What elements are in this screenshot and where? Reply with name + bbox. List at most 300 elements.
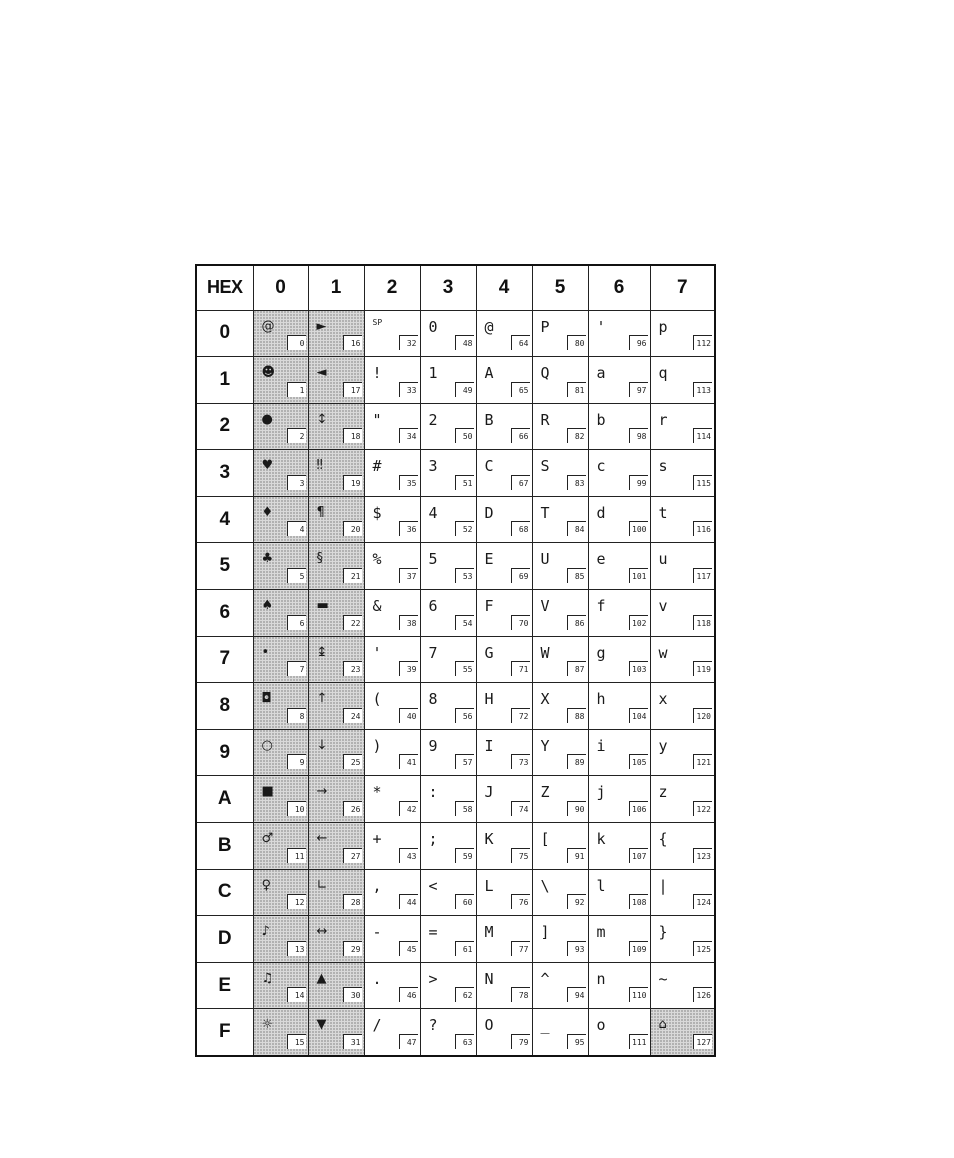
char-cell (650, 683, 715, 730)
decimal-code-box: 99 (629, 475, 648, 490)
char-cell (420, 590, 476, 637)
char-glyph: R (540, 410, 550, 429)
row-header: 3 (196, 450, 253, 497)
char-cell (588, 496, 650, 543)
char-cell (588, 1009, 650, 1056)
char-glyph: $ (372, 503, 382, 522)
decimal-code-box: 97 (629, 382, 648, 397)
char-glyph: 7 (428, 643, 438, 662)
decimal-code-box: 91 (567, 848, 586, 863)
decimal-code-box: 66 (511, 428, 530, 443)
char-glyph: ↑ (316, 691, 328, 707)
decimal-code-box: 102 (629, 615, 648, 630)
decimal-code-box: 78 (511, 987, 530, 1002)
char-cell (308, 683, 364, 730)
char-cell (532, 357, 588, 404)
decimal-code-box: 69 (511, 568, 530, 583)
char-glyph: ↨ (316, 644, 328, 660)
decimal-code-box: 109 (629, 941, 648, 956)
decimal-code-box: 120 (693, 708, 712, 723)
char-cell (420, 636, 476, 683)
char-glyph: ♫ (261, 970, 274, 986)
decimal-code-box: 56 (455, 708, 474, 723)
char-cell (420, 1009, 476, 1056)
char-cell (476, 683, 532, 730)
char-cell (420, 729, 476, 776)
decimal-code-box: 44 (399, 894, 418, 909)
decimal-code-box: 0 (287, 335, 306, 350)
decimal-code-box: 19 (343, 475, 362, 490)
char-cell (308, 776, 364, 823)
char-glyph: ~ (658, 969, 668, 988)
char-glyph: § (316, 551, 323, 567)
decimal-code-box: 1 (287, 382, 306, 397)
decimal-code-box: 100 (629, 521, 648, 536)
table-row (196, 916, 715, 963)
decimal-code-box: 61 (455, 941, 474, 956)
char-glyph: ∟ (316, 877, 328, 893)
char-glyph: → (316, 784, 328, 800)
char-cell (588, 636, 650, 683)
decimal-code-box: 18 (343, 428, 362, 443)
char-cell (532, 962, 588, 1009)
char-glyph: U (540, 550, 550, 569)
char-glyph: B (484, 410, 494, 429)
header-row (196, 265, 715, 310)
char-cell (308, 403, 364, 450)
decimal-code-box: 48 (455, 335, 474, 350)
char-cell (650, 357, 715, 404)
decimal-code-box: 21 (343, 568, 362, 583)
char-glyph: ☻ (261, 365, 276, 381)
row-header: C (196, 869, 253, 916)
decimal-code-box: 17 (343, 382, 362, 397)
decimal-code-box: 101 (629, 568, 648, 583)
decimal-code-box: 9 (287, 754, 306, 769)
decimal-code-box: 124 (693, 894, 712, 909)
decimal-code-box: 126 (693, 987, 712, 1002)
char-cell (476, 590, 532, 637)
decimal-code-box: 74 (511, 801, 530, 816)
char-cell (420, 916, 476, 963)
decimal-code-box: 68 (511, 521, 530, 536)
decimal-code-box: 27 (343, 848, 362, 863)
char-glyph: w (658, 643, 668, 662)
char-glyph: 8 (428, 690, 438, 709)
char-cell (650, 450, 715, 497)
char-cell (253, 916, 308, 963)
char-glyph: V (540, 597, 550, 616)
row-header: 2 (196, 403, 253, 450)
char-glyph: L (484, 876, 494, 895)
char-glyph: p (658, 317, 668, 336)
decimal-code-box: 122 (693, 801, 712, 816)
char-glyph: < (428, 876, 438, 895)
decimal-code-box: 111 (629, 1034, 648, 1049)
char-glyph: \ (540, 876, 550, 895)
char-cell (364, 683, 420, 730)
decimal-code-box: 82 (567, 428, 586, 443)
char-cell (308, 590, 364, 637)
char-glyph: + (372, 830, 382, 849)
char-glyph: 4 (428, 503, 438, 522)
decimal-code-box: 90 (567, 801, 586, 816)
char-cell (532, 869, 588, 916)
decimal-code-box: 40 (399, 708, 418, 723)
column-header: 6 (588, 265, 650, 310)
char-glyph: X (540, 690, 550, 709)
decimal-code-box: 42 (399, 801, 418, 816)
char-glyph: ▼ (316, 1017, 327, 1033)
char-glyph: m (596, 923, 606, 942)
char-glyph: ↔ (316, 924, 328, 940)
char-cell (364, 869, 420, 916)
char-cell (588, 310, 650, 357)
decimal-code-box: 71 (511, 661, 530, 676)
char-cell (253, 590, 308, 637)
char-glyph: 9 (428, 736, 438, 755)
char-cell (650, 823, 715, 870)
decimal-code-box: 96 (629, 335, 648, 350)
decimal-code-box: 43 (399, 848, 418, 863)
char-glyph: " (372, 410, 382, 429)
column-header: 2 (364, 265, 420, 310)
decimal-code-box: 20 (343, 521, 362, 536)
decimal-code-box: 63 (455, 1034, 474, 1049)
char-glyph: r (658, 410, 668, 429)
char-cell (420, 496, 476, 543)
decimal-code-box: 55 (455, 661, 474, 676)
char-glyph: A (484, 364, 494, 383)
decimal-code-box: 125 (693, 941, 712, 956)
char-cell (253, 823, 308, 870)
column-header: 1 (308, 265, 364, 310)
char-glyph: ^ (540, 969, 550, 988)
char-cell (308, 450, 364, 497)
char-glyph: ) (372, 736, 382, 755)
char-glyph: ☼ (261, 1017, 274, 1033)
char-glyph: ♪ (261, 924, 270, 940)
decimal-code-box: 94 (567, 987, 586, 1002)
decimal-code-box: 64 (511, 335, 530, 350)
char-cell (532, 823, 588, 870)
char-cell (588, 590, 650, 637)
row-header: 1 (196, 357, 253, 404)
char-glyph: ○ (261, 737, 273, 753)
char-glyph: @ (261, 318, 275, 334)
char-cell (364, 357, 420, 404)
table-row (196, 310, 715, 357)
char-cell (308, 1009, 364, 1056)
char-cell (476, 496, 532, 543)
char-glyph: • (261, 644, 270, 660)
decimal-code-box: 103 (629, 661, 648, 676)
char-glyph: ] (540, 923, 550, 942)
decimal-code-box: 105 (629, 754, 648, 769)
char-glyph: ◘ (261, 691, 272, 707)
char-cell (476, 357, 532, 404)
char-glyph: D (484, 503, 494, 522)
char-cell (588, 823, 650, 870)
decimal-code-box: 22 (343, 615, 362, 630)
decimal-code-box: 16 (343, 335, 362, 350)
decimal-code-box: 113 (693, 382, 712, 397)
table-row (196, 683, 715, 730)
table-row (196, 729, 715, 776)
char-glyph: @ (484, 317, 494, 336)
char-cell (364, 590, 420, 637)
decimal-code-box: 14 (287, 987, 306, 1002)
char-cell (420, 869, 476, 916)
decimal-code-box: 108 (629, 894, 648, 909)
char-cell (308, 962, 364, 1009)
char-cell (588, 450, 650, 497)
char-glyph: & (372, 597, 382, 616)
char-cell (308, 310, 364, 357)
decimal-code-box: 37 (399, 568, 418, 583)
char-glyph: SP (372, 317, 383, 327)
char-cell (650, 962, 715, 1009)
decimal-code-box: 72 (511, 708, 530, 723)
char-glyph: W (540, 643, 550, 662)
char-glyph: q (658, 364, 668, 383)
hex-corner-header: HEX (196, 265, 253, 310)
decimal-code-box: 13 (287, 941, 306, 956)
char-glyph: ▬ (316, 598, 329, 614)
row-header: 4 (196, 496, 253, 543)
char-glyph: 1 (428, 364, 438, 383)
char-cell (532, 636, 588, 683)
char-glyph: P (540, 317, 550, 336)
char-cell (253, 1009, 308, 1056)
char-glyph: M (484, 923, 494, 942)
char-glyph: i (596, 736, 606, 755)
char-cell (364, 916, 420, 963)
decimal-code-box: 11 (287, 848, 306, 863)
char-glyph: 3 (428, 457, 438, 476)
char-glyph: s (658, 457, 668, 476)
char-cell (476, 776, 532, 823)
char-glyph: ¶ (316, 504, 325, 520)
char-glyph: . (372, 969, 382, 988)
char-cell (588, 543, 650, 590)
char-glyph: ♦ (261, 504, 274, 520)
char-cell (476, 310, 532, 357)
char-cell (588, 357, 650, 404)
char-cell (420, 450, 476, 497)
char-glyph: k (596, 830, 606, 849)
decimal-code-box: 104 (629, 708, 648, 723)
char-cell (588, 729, 650, 776)
char-glyph: 6 (428, 597, 438, 616)
decimal-code-box: 86 (567, 615, 586, 630)
char-glyph: * (372, 783, 382, 802)
table-row (196, 1009, 715, 1056)
decimal-code-box: 116 (693, 521, 712, 536)
char-glyph: c (596, 457, 606, 476)
char-glyph: Q (540, 364, 550, 383)
table-row (196, 823, 715, 870)
char-cell (650, 590, 715, 637)
char-cell (476, 543, 532, 590)
row-header: 9 (196, 729, 253, 776)
char-cell (253, 869, 308, 916)
char-cell (308, 823, 364, 870)
char-glyph: g (596, 643, 606, 662)
decimal-code-box: 106 (629, 801, 648, 816)
decimal-code-box: 47 (399, 1034, 418, 1049)
char-glyph: ↕ (316, 411, 328, 427)
table-row (196, 869, 715, 916)
char-glyph: n (596, 969, 606, 988)
char-glyph: C (484, 457, 494, 476)
char-glyph: N (484, 969, 494, 988)
char-cell (420, 357, 476, 404)
decimal-code-box: 29 (343, 941, 362, 956)
char-cell (308, 636, 364, 683)
decimal-code-box: 53 (455, 568, 474, 583)
decimal-code-box: 123 (693, 848, 712, 863)
column-header: 3 (420, 265, 476, 310)
char-glyph: > (428, 969, 438, 988)
char-glyph: H (484, 690, 494, 709)
char-glyph: ▲ (316, 970, 327, 986)
char-cell (308, 869, 364, 916)
char-glyph: K (484, 830, 494, 849)
char-cell (476, 823, 532, 870)
char-glyph: I (484, 736, 494, 755)
decimal-code-box: 88 (567, 708, 586, 723)
char-glyph: , (372, 876, 382, 895)
decimal-code-box: 89 (567, 754, 586, 769)
column-header: 5 (532, 265, 588, 310)
char-cell (476, 869, 532, 916)
char-glyph: y (658, 736, 668, 755)
char-cell (364, 729, 420, 776)
decimal-code-box: 3 (287, 475, 306, 490)
decimal-code-box: 58 (455, 801, 474, 816)
char-glyph: ■ (261, 784, 274, 800)
decimal-code-box: 26 (343, 801, 362, 816)
decimal-code-box: 67 (511, 475, 530, 490)
char-glyph: ↓ (316, 737, 328, 753)
char-cell (253, 636, 308, 683)
char-glyph: ! (372, 364, 382, 383)
character-code-table (195, 264, 716, 1057)
decimal-code-box: 93 (567, 941, 586, 956)
decimal-code-box: 112 (693, 335, 712, 350)
char-glyph: G (484, 643, 494, 662)
decimal-code-box: 50 (455, 428, 474, 443)
char-glyph: _ (540, 1016, 550, 1035)
row-header: D (196, 916, 253, 963)
char-glyph: x (658, 690, 668, 709)
char-glyph: : (428, 783, 438, 802)
char-cell (308, 496, 364, 543)
char-cell (588, 776, 650, 823)
char-glyph: u (658, 550, 668, 569)
char-cell (532, 683, 588, 730)
char-cell (308, 357, 364, 404)
char-cell (420, 776, 476, 823)
decimal-code-box: 28 (343, 894, 362, 909)
char-glyph: ⌂ (658, 1017, 667, 1033)
char-cell (650, 1009, 715, 1056)
decimal-code-box: 15 (287, 1034, 306, 1049)
decimal-code-box: 10 (287, 801, 306, 816)
decimal-code-box: 59 (455, 848, 474, 863)
decimal-code-box: 23 (343, 661, 362, 676)
char-glyph: = (428, 923, 438, 942)
decimal-code-box: 83 (567, 475, 586, 490)
char-glyph: h (596, 690, 606, 709)
char-glyph: - (372, 923, 382, 942)
char-cell (476, 450, 532, 497)
char-cell (253, 683, 308, 730)
char-glyph: a (596, 364, 606, 383)
char-glyph: z (658, 783, 668, 802)
decimal-code-box: 65 (511, 382, 530, 397)
char-cell (650, 729, 715, 776)
char-cell (253, 543, 308, 590)
decimal-code-box: 41 (399, 754, 418, 769)
char-cell (364, 1009, 420, 1056)
decimal-code-box: 2 (287, 428, 306, 443)
row-header: 0 (196, 310, 253, 357)
decimal-code-box: 34 (399, 428, 418, 443)
char-cell (476, 729, 532, 776)
char-glyph: v (658, 597, 668, 616)
char-glyph: { (658, 830, 668, 849)
char-cell (476, 403, 532, 450)
decimal-code-box: 75 (511, 848, 530, 863)
char-cell (420, 543, 476, 590)
char-glyph: / (372, 1016, 382, 1035)
char-glyph: Y (540, 736, 550, 755)
char-cell (532, 543, 588, 590)
char-cell (253, 357, 308, 404)
char-cell (650, 916, 715, 963)
char-cell (253, 496, 308, 543)
decimal-code-box: 70 (511, 615, 530, 630)
char-cell (308, 729, 364, 776)
decimal-code-box: 85 (567, 568, 586, 583)
char-cell (588, 962, 650, 1009)
decimal-code-box: 107 (629, 848, 648, 863)
char-glyph: ♠ (261, 598, 274, 614)
decimal-code-box: 84 (567, 521, 586, 536)
decimal-code-box: 25 (343, 754, 362, 769)
row-header: 8 (196, 683, 253, 730)
char-cell (420, 310, 476, 357)
column-header: 0 (253, 265, 308, 310)
char-cell (420, 962, 476, 1009)
column-header: 4 (476, 265, 532, 310)
char-cell (420, 823, 476, 870)
decimal-code-box: 95 (567, 1034, 586, 1049)
char-glyph: # (372, 457, 382, 476)
char-cell (532, 310, 588, 357)
char-glyph: t (658, 503, 668, 522)
row-header: F (196, 1009, 253, 1056)
char-glyph: ◄ (316, 365, 327, 381)
char-glyph: S (540, 457, 550, 476)
decimal-code-box: 36 (399, 521, 418, 536)
decimal-code-box: 32 (399, 335, 418, 350)
decimal-code-box: 51 (455, 475, 474, 490)
char-cell (364, 962, 420, 1009)
char-glyph: l (596, 876, 606, 895)
